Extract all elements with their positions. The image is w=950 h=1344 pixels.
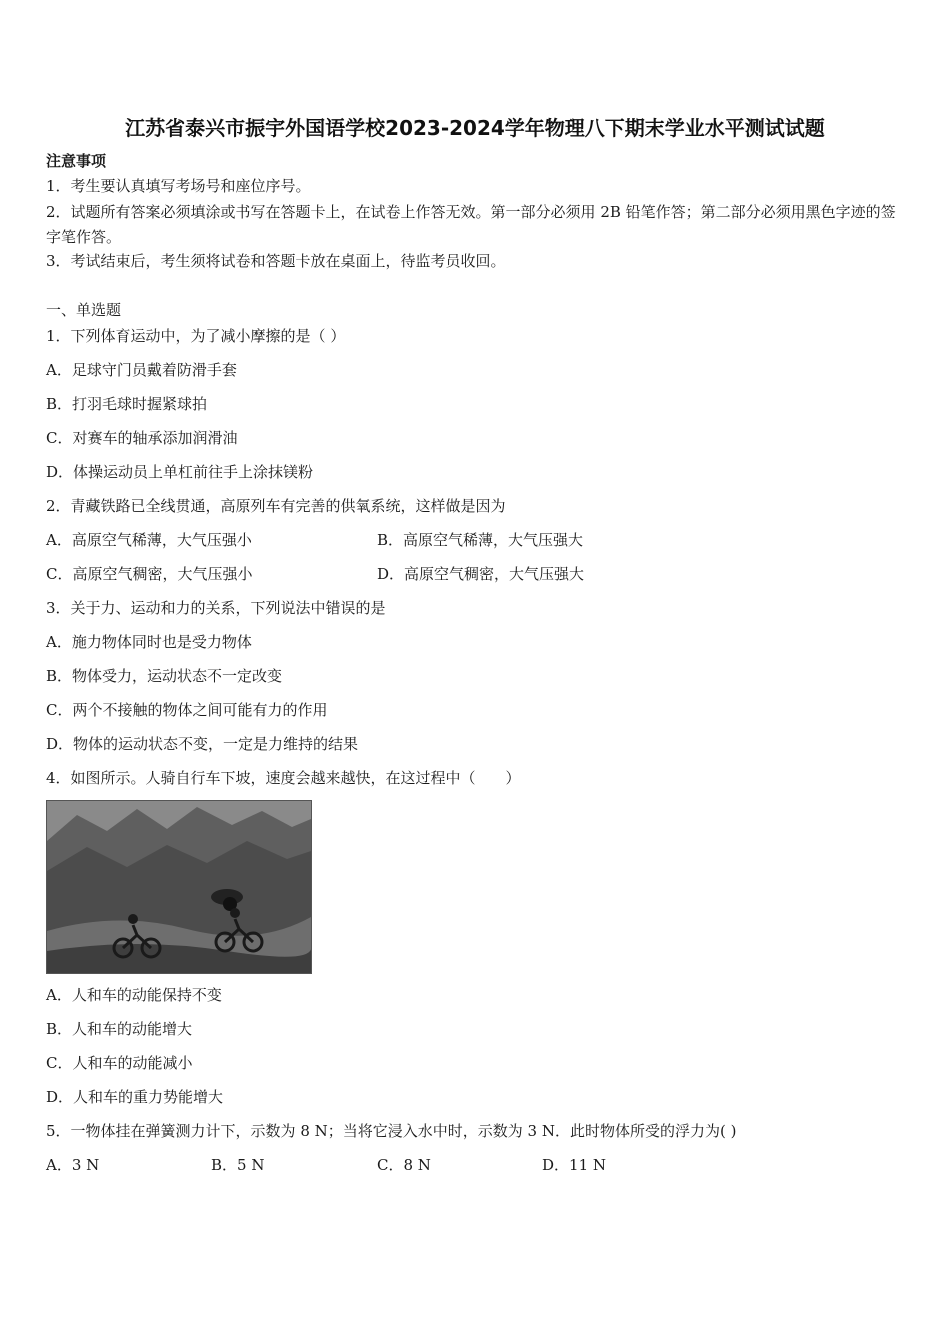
answer-option: C．人和车的动能减小 [46, 1054, 193, 1072]
answer-option: C．对赛车的轴承添加润滑油 [46, 429, 238, 447]
answer-option: D．物体的运动状态不变，一定是力维持的结果 [46, 735, 359, 753]
answer-option: C．两个不接触的物体之间可能有力的作用 [46, 701, 328, 719]
question-stem: 4．如图所示。人骑自行车下坡，速度会越来越快，在这过程中（ ） [46, 769, 521, 787]
notice-item: 1．考生要认真填写考场号和座位序号。 [46, 177, 311, 195]
notice-item: 3．考试结束后，考生须将试卷和答题卡放在桌面上，待监考员收回。 [46, 252, 506, 270]
notice-item: 2．试题所有答案必须填涂或书写在答题卡上，在试卷上作答无效。第一部分必须用 2B 铅笔作答；第二部分必须用黑色字迹的签字笔作答。 [46, 203, 896, 246]
notice-heading: 注意事项 [46, 152, 107, 170]
answer-option: C．高原空气稠密，大气压强小 [46, 565, 253, 583]
cyclist-downhill-photo [46, 800, 312, 974]
answer-option: A．高原空气稀薄，大气压强小 [46, 531, 252, 549]
answer-option: A．足球守门员戴着防滑手套 [46, 361, 237, 379]
answer-option: A．人和车的动能保持不变 [46, 986, 222, 1004]
answer-option: B．5 N [211, 1156, 265, 1174]
answer-option: B．物体受力，运动状态不一定改变 [46, 667, 283, 685]
section-heading: 一、单选题 [46, 301, 122, 319]
question-stem: 2．青藏铁路已全线贯通，高原列车有完善的供氧系统，这样做是因为 [46, 497, 506, 515]
answer-option: D．11 N [542, 1156, 607, 1174]
answer-option: C．8 N [377, 1156, 431, 1174]
answer-option: A．3 N [46, 1156, 100, 1174]
answer-option: A．施力物体同时也是受力物体 [46, 633, 252, 651]
answer-option: B．高原空气稀薄，大气压强大 [377, 531, 584, 549]
answer-option: B．人和车的动能增大 [46, 1020, 193, 1038]
answer-option: D．人和车的重力势能增大 [46, 1088, 224, 1106]
page-title: 江苏省泰兴市振宇外国语学校2023-2024学年物理八下期末学业水平测试试题 [125, 116, 825, 140]
question-stem: 3．关于力、运动和力的关系，下列说法中错误的是 [46, 599, 386, 617]
answer-option: B．打羽毛球时握紧球拍 [46, 395, 208, 413]
question-stem: 1．下列体育运动中，为了减小摩擦的是（ ） [46, 327, 346, 345]
answer-option: D．体操运动员上单杠前往手上涂抹镁粉 [46, 463, 314, 481]
question-stem: 5．一物体挂在弹簧测力计下，示数为 8 N；当将它浸入水中时，示数为 3 N．此时物体所受的浮力为( ) [46, 1122, 737, 1140]
answer-option: D．高原空气稠密，大气压强大 [377, 565, 585, 583]
